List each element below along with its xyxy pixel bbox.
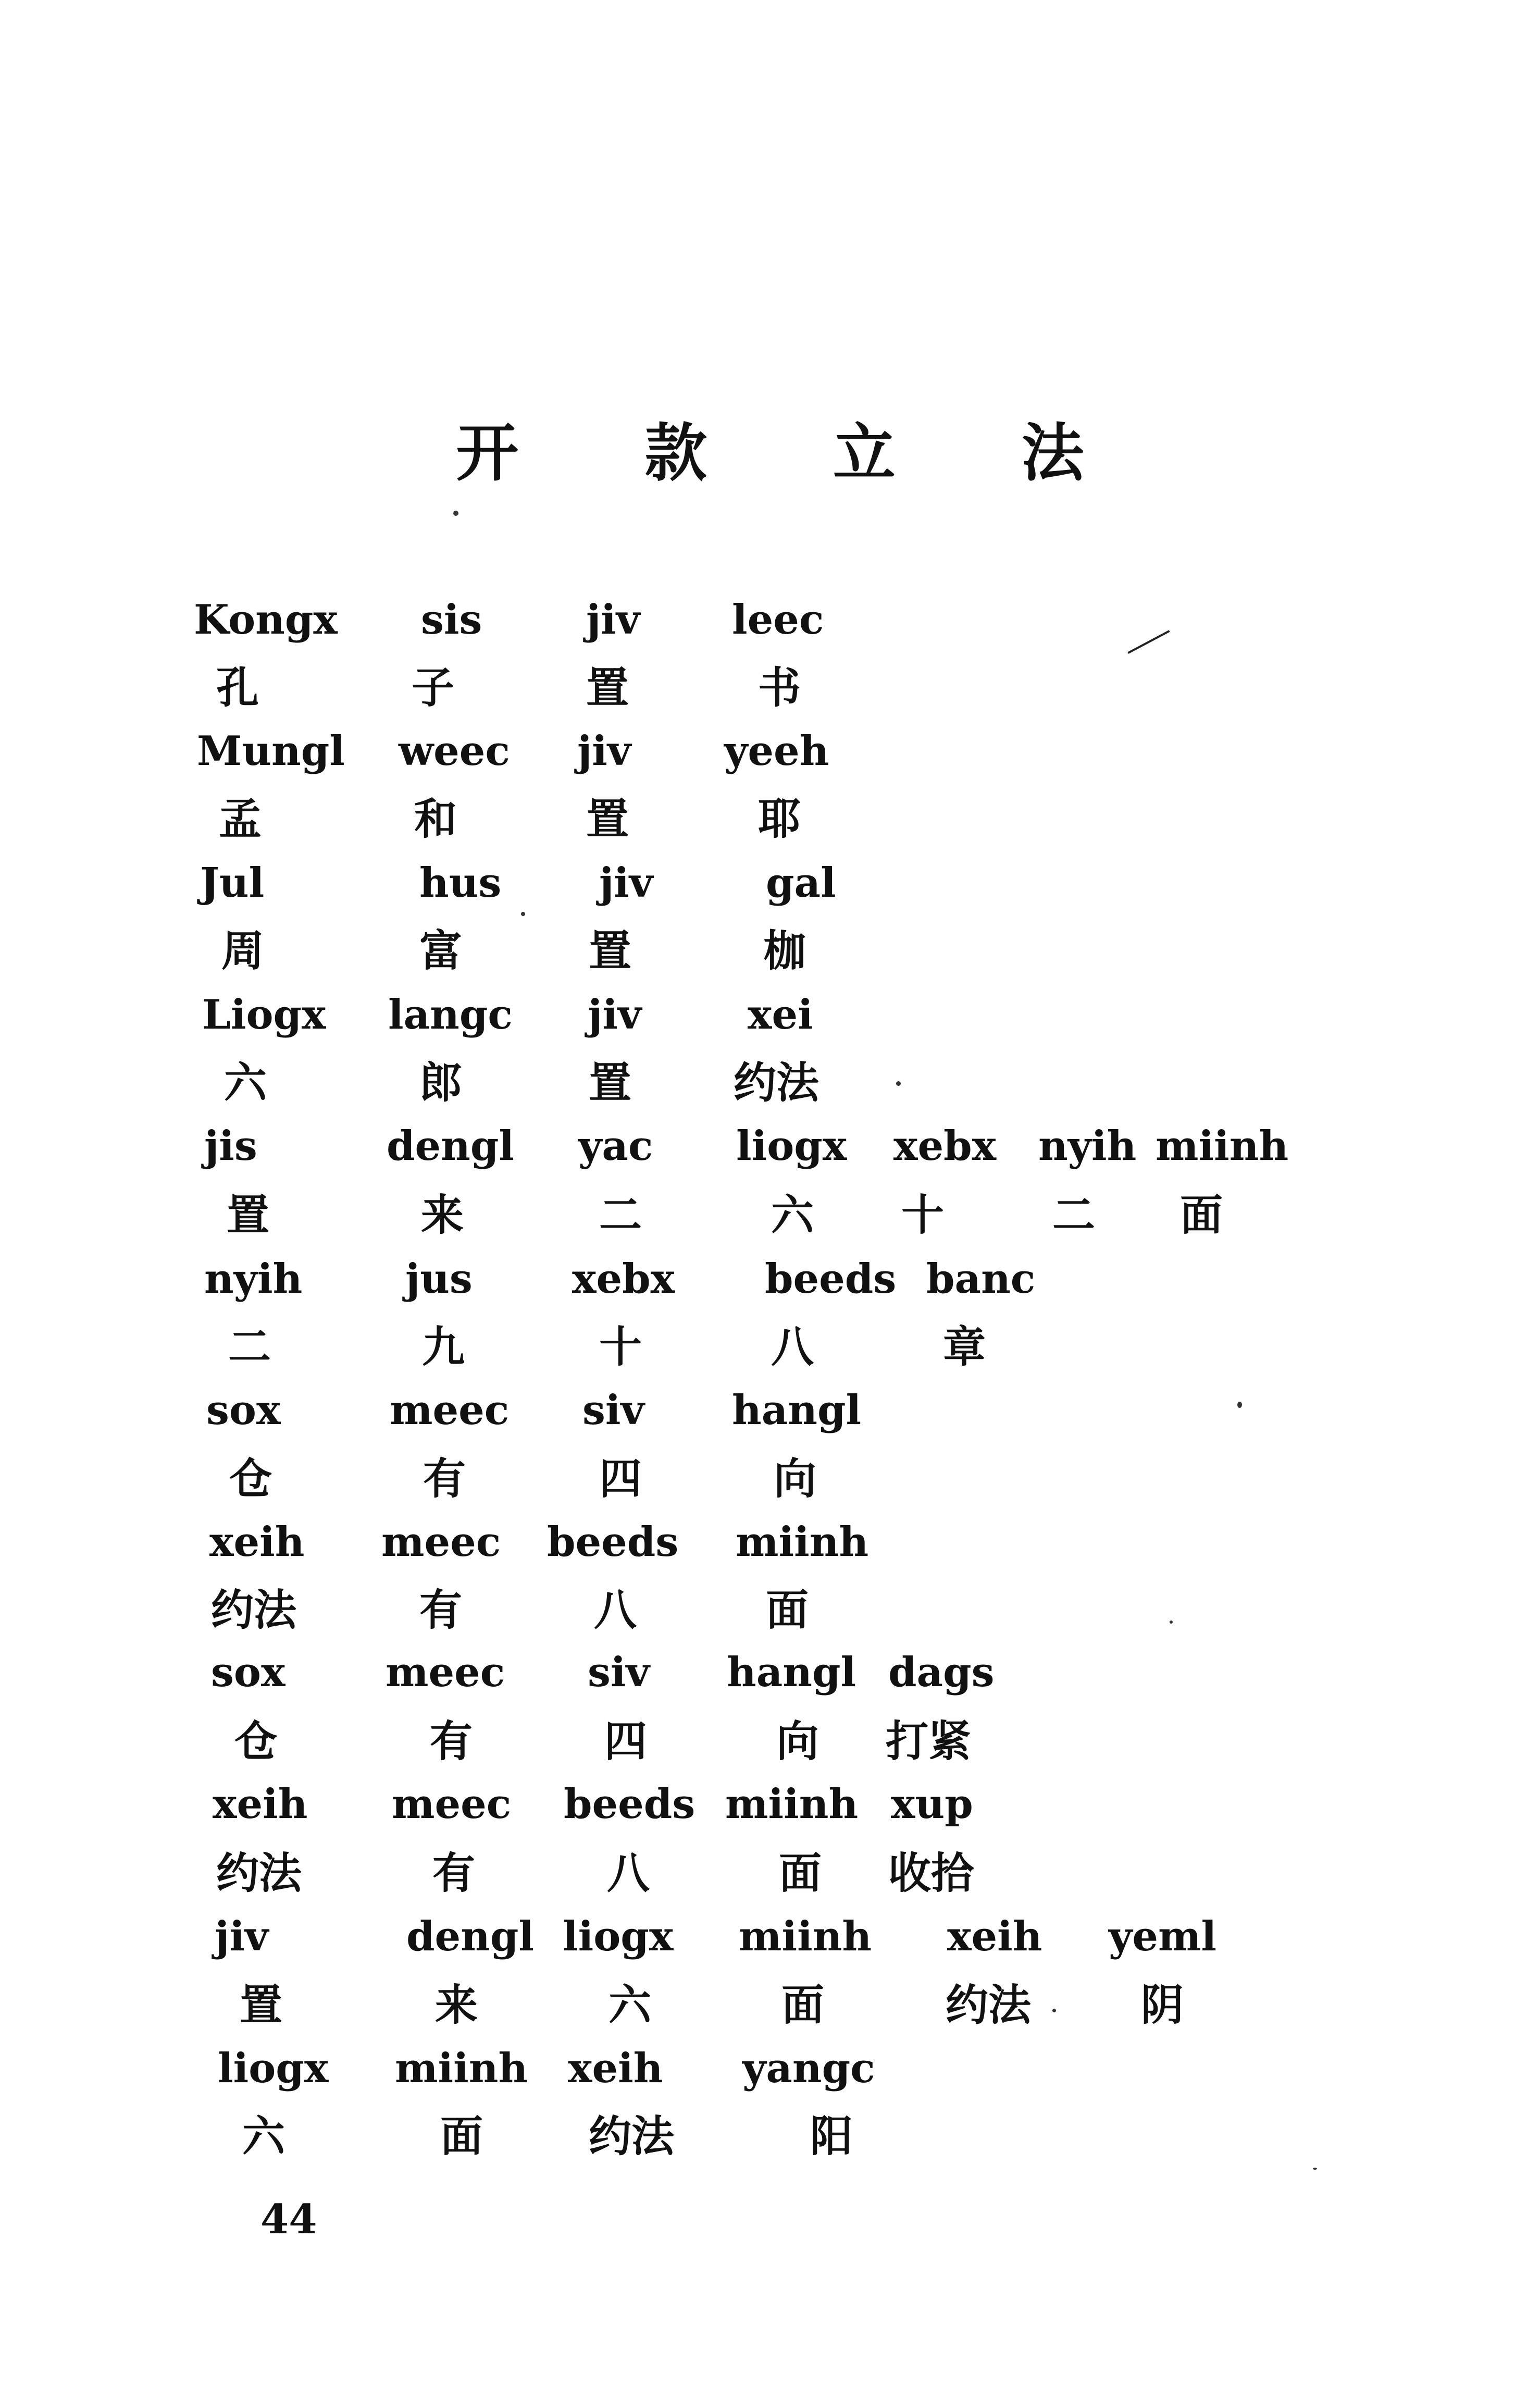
word: 九 [422, 1322, 465, 1372]
word: 约法 [734, 1058, 819, 1108]
word: jis [204, 1122, 257, 1170]
word: xeih [568, 2045, 663, 2092]
word: Kongx [194, 596, 338, 644]
text-line-romanized [0, 979, 1540, 1052]
text-line-romanized [0, 1636, 1540, 1709]
text-line-romanized [0, 1374, 1540, 1447]
word: 置 [227, 1190, 270, 1240]
word: jus [405, 1255, 473, 1303]
word: sox [211, 1649, 285, 1696]
text-line-chinese [0, 651, 1540, 724]
word: 六 [242, 2111, 285, 2161]
word: hangl [727, 1649, 856, 1696]
page-title: 开 款 立 法 [456, 416, 1136, 490]
word: xebx [572, 1255, 675, 1303]
word: 约法 [216, 1848, 302, 1898]
text-line-romanized [0, 847, 1540, 920]
word: 来 [435, 1980, 478, 2030]
word: miinh [395, 2045, 528, 2092]
text-line-romanized [0, 1768, 1540, 1841]
word: jiv [599, 859, 653, 907]
word: jiv [586, 596, 640, 644]
scan-speck [1313, 2168, 1317, 2170]
word: 仓 [229, 1454, 272, 1504]
word: Mungl [197, 727, 345, 775]
word: 章 [943, 1322, 986, 1372]
text-line-chinese [0, 783, 1540, 856]
word: 六 [224, 1058, 267, 1108]
word: 来 [421, 1190, 464, 1240]
text-line-romanized [0, 1110, 1540, 1183]
text-line-chinese [0, 1705, 1540, 1778]
text-line-chinese [0, 1046, 1540, 1119]
text-line-romanized [0, 715, 1540, 788]
word: nyih [1038, 1122, 1137, 1170]
word: xup [891, 1780, 973, 1828]
word: xeih [213, 1780, 308, 1828]
word: 置 [586, 663, 629, 713]
word: yangc [742, 2045, 875, 2092]
word: 富 [419, 926, 463, 976]
word: 六 [608, 1980, 652, 2030]
word: nyih [204, 1255, 303, 1303]
word: miinh [1156, 1122, 1289, 1170]
word: 阴 [1141, 1980, 1184, 2030]
scan-speck [1170, 1621, 1173, 1624]
word: liogx [218, 2045, 329, 2092]
word: 十 [599, 1322, 642, 1372]
word: 向 [774, 1454, 817, 1504]
text-line-chinese [0, 1969, 1540, 2042]
word: 耶 [758, 794, 801, 844]
word: banc [926, 1255, 1036, 1303]
word: 二 [599, 1190, 642, 1240]
word: 约法 [589, 2111, 675, 2161]
scan-speck [521, 912, 525, 916]
word: dengl [406, 1913, 535, 1960]
word: 阳 [810, 2111, 853, 2161]
word: 孟 [219, 794, 262, 844]
word: hangl [732, 1387, 862, 1434]
word: beeds [765, 1255, 897, 1303]
word: 置 [240, 1980, 283, 2030]
word: jiv [577, 727, 631, 775]
word: 约法 [211, 1585, 297, 1635]
text-line-chinese [0, 1574, 1540, 1647]
word: 八 [607, 1848, 650, 1898]
word: siv [582, 1387, 644, 1434]
word: 约法 [946, 1980, 1032, 2030]
word: siv [588, 1649, 650, 1696]
scan-speck [453, 511, 458, 516]
word: 置 [589, 1058, 632, 1108]
word: leec [732, 596, 824, 644]
word: 枷 [763, 926, 806, 976]
word: meec [386, 1649, 505, 1696]
word: yeml [1109, 1913, 1217, 1960]
word: Liogx [202, 991, 326, 1038]
word: Jul [200, 859, 265, 907]
text-line-chinese [0, 1442, 1540, 1515]
text-line-chinese [0, 1310, 1540, 1383]
word: xebx [893, 1122, 997, 1170]
word: xeih [947, 1913, 1042, 1960]
word: 有 [430, 1716, 473, 1766]
word: dengl [387, 1122, 515, 1170]
word: 面 [1180, 1190, 1223, 1240]
word: liogx [736, 1122, 847, 1170]
word: liogx [563, 1913, 674, 1960]
word: 仓 [234, 1716, 278, 1766]
text-line-chinese [0, 1179, 1540, 1252]
word: yac [578, 1122, 653, 1170]
word: 八 [594, 1585, 637, 1635]
word: 面 [779, 1848, 822, 1898]
word: 有 [419, 1585, 463, 1635]
word: 孔 [216, 663, 259, 713]
word: meec [390, 1387, 510, 1434]
word: miinh [739, 1913, 872, 1960]
text-line-romanized [0, 2032, 1540, 2105]
page-number: 44 [260, 2196, 317, 2243]
word: 面 [766, 1585, 809, 1635]
text-line-romanized [0, 1243, 1540, 1316]
word: miinh [736, 1518, 869, 1566]
word: 置 [589, 926, 632, 976]
word: 有 [432, 1848, 476, 1898]
word: gal [766, 859, 836, 907]
word: 书 [758, 663, 801, 713]
scan-speck [896, 1081, 901, 1086]
word: weec [399, 727, 510, 775]
word: 有 [423, 1454, 466, 1504]
word: beeds [547, 1518, 679, 1566]
word: sox [206, 1387, 281, 1434]
word: 周 [221, 926, 265, 976]
word: 向 [776, 1716, 819, 1766]
word: jiv [215, 1913, 269, 1960]
word: jiv [588, 991, 642, 1038]
word: miinh [725, 1780, 859, 1828]
word: 收拾 [888, 1848, 974, 1898]
text-line-chinese [0, 914, 1540, 987]
word: 郎 [419, 1058, 463, 1108]
word: 子 [412, 663, 455, 713]
text-line-chinese [0, 2100, 1540, 2173]
word: meec [392, 1780, 512, 1828]
word: 打紧 [886, 1716, 972, 1766]
word: 二 [1052, 1190, 1096, 1240]
word: 和 [414, 794, 457, 844]
word: 置 [586, 794, 629, 844]
word: 四 [599, 1454, 642, 1504]
text-line-romanized [0, 1506, 1540, 1579]
word: xeih [209, 1518, 305, 1566]
word: yeeh [724, 727, 829, 775]
word: 六 [771, 1190, 814, 1240]
word: xei [748, 991, 813, 1038]
word: sis [421, 596, 482, 644]
word: 四 [604, 1716, 648, 1766]
word: 二 [228, 1322, 271, 1372]
text-line-romanized [0, 1900, 1540, 1973]
word: langc [388, 991, 513, 1038]
word: 八 [771, 1322, 814, 1372]
word: 面 [440, 2111, 483, 2161]
scan-speck [1052, 2009, 1056, 2012]
word: 十 [901, 1190, 945, 1240]
scan-speck [1237, 1402, 1242, 1408]
word: meec [381, 1518, 501, 1566]
word: beeds [564, 1780, 696, 1828]
text-line-chinese [0, 1837, 1540, 1910]
text-line-romanized [0, 584, 1540, 657]
word: 面 [781, 1980, 825, 2030]
word: dags [888, 1649, 995, 1696]
word: hus [419, 859, 502, 907]
